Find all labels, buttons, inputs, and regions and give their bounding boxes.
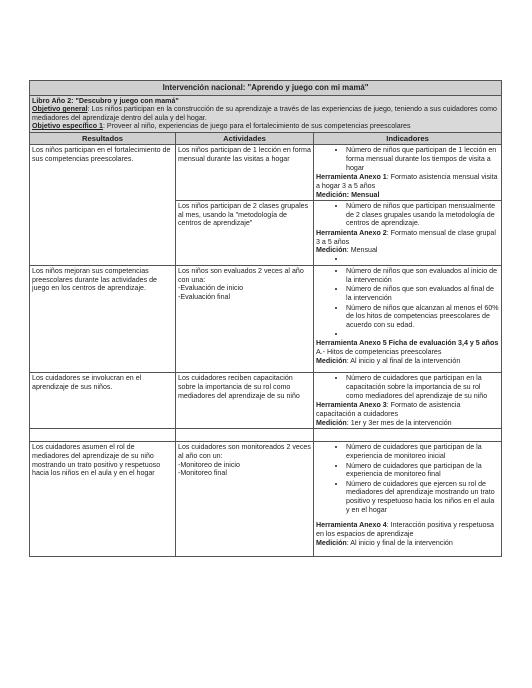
indicator-bullet: • Número de cuidadores que participan de la experiencia de monitoreo inicial	[346, 443, 499, 460]
empty-bullet	[346, 330, 499, 338]
spacer-row	[30, 429, 502, 442]
indicator-cell	[314, 145, 502, 201]
table-row	[30, 442, 502, 557]
spacer-cell	[176, 429, 314, 442]
tool-line	[316, 401, 499, 418]
book-title: Libro Año 2: "Descubro y juego con mamá"	[32, 96, 179, 105]
tool-text: : Formato de asistencia capacitación a cuidadores	[316, 401, 461, 418]
indicator-bullet: • Número de cuidadores que participan de la experiencia de monitoreo final	[346, 462, 499, 479]
measurement-label: Medición	[316, 246, 347, 255]
document-title: Intervención nacional: "Aprendo y juego con mi mamá"	[30, 81, 502, 96]
activity-line: -Monitoreo de inicio	[178, 460, 240, 469]
indicator-bullet: • Número de niños que alcanzan al menos el 60% de los hitos de competencias preescolares de acuerdo con su edad.	[346, 304, 499, 330]
measurement-text: : Al inicio y al final de la intervención	[346, 356, 461, 365]
general-objective-text: : Los niños participan en la construcción de su aprendizaje a través de las experiencias de juego, teniendo a sus cuidadores como mediadores del aprendizaje dentro del aula y del hogar.	[32, 105, 497, 122]
activity-cell	[176, 442, 314, 557]
intervention-document	[29, 80, 501, 557]
result-cell: Los niños mejoran sus competencias preescolares durante las actividades de juego en los centros de aprendizaje.	[30, 266, 176, 373]
tool-label: Herramienta Anexo 2	[316, 229, 387, 238]
column-header-row	[30, 133, 502, 145]
indicator-cell	[314, 373, 502, 429]
activity-line: -Evaluación de inicio	[178, 284, 244, 293]
tool-label: Herramienta Anexo 4	[316, 521, 387, 530]
activity-line: -Evaluación final	[178, 292, 231, 301]
general-objective-label: Objetivo general	[32, 105, 88, 114]
result-cell: Los niños participan en el fortalecimiento de sus competencias preescolares.	[30, 145, 176, 266]
spacer-cell	[30, 429, 176, 442]
measurement-line	[316, 419, 499, 428]
result-cell: Los cuidadores se involucran en el aprendizaje de sus niños.	[30, 373, 176, 429]
title-row	[30, 81, 502, 96]
specific-objective-text: : Proveer al niño, experiencias de juego para el fortalecimiento de sus competencias preescolares	[102, 122, 411, 131]
measurement-line	[316, 539, 499, 548]
tool-line: Herramienta Anexo 5 Ficha de evaluación 3,4 y 5 años	[316, 339, 499, 348]
measurement-label: Medición	[316, 538, 347, 547]
measurement-line	[316, 357, 499, 366]
table-row	[30, 373, 502, 429]
indicator-cell	[314, 266, 502, 373]
empty-bullet	[346, 255, 499, 263]
measurement-label: Medición	[316, 356, 347, 365]
tool-subline: A.- Hitos de competencias preescolares	[316, 348, 442, 357]
tool-line	[316, 173, 499, 190]
column-header-resultados: Resultados	[30, 133, 176, 145]
tool-line	[316, 521, 499, 538]
indicator-bullet: • Número de niños que son evaluados al final de la intervención	[346, 285, 499, 302]
indicator-bullet: • Número de cuidadores que ejercen su rol de mediadores del aprendizaje mostrando un trato positivo y respetuoso hacia los niños en el aula y en el hogar	[346, 480, 499, 515]
measurement-label: Medición	[316, 418, 347, 427]
intervention-table	[29, 80, 502, 557]
indicator-bullet: • Número de niños que son evaluados al inicio de la intervención	[346, 267, 499, 284]
activity-cell: Los niños participan de 2 clases grupales al mes, usando la "metodología de centros de aprendizaje"	[176, 201, 314, 266]
indicator-cell	[314, 201, 502, 266]
tool-line	[316, 229, 499, 246]
objectives-row	[30, 95, 502, 133]
table-row	[30, 266, 502, 373]
indicator-bullet: • Número de niños que participan mensualmente de 2 clases grupales usando la metodología de centros de aprendizaje.	[346, 202, 499, 228]
measurement-line: Medición: Mensual	[316, 190, 380, 199]
column-header-actividades: Actividades	[176, 133, 314, 145]
specific-objective-label: Objetivo específico 1	[32, 122, 103, 131]
general-objective	[32, 105, 499, 122]
measurement-text: : 1er y 3er mes de la intervención	[346, 418, 452, 427]
spacer-cell	[314, 429, 502, 442]
indicator-bullet: • Número de cuidadores que participan en la capacitación sobre la importancia de su rol como mediadores del aprendizaje de su niño	[346, 374, 499, 400]
measurement-text: : Mensual	[346, 246, 378, 255]
indicator-cell	[314, 442, 502, 557]
activity-line: Los cuidadores son monitoreados 2 veces al año con un:	[178, 443, 311, 460]
activity-cell: Los cuidadores reciben capacitación sobre la importancia de su rol como mediadores del aprendizaje de su niño	[176, 373, 314, 429]
tool-text: : Interacción positiva y respetuosa en los espacios de aprendizaje	[316, 521, 494, 539]
tool-label: Herramienta Anexo 1	[316, 173, 387, 182]
tool-label: Herramienta Anexo 3	[316, 401, 387, 410]
specific-objective	[32, 122, 499, 131]
column-header-indicadores: Indicadores	[314, 133, 502, 145]
objectives-cell	[30, 95, 502, 133]
measurement-text: : Al inicio y final de la intervención	[346, 538, 453, 547]
activity-line: Los niños son evaluados 2 veces al año con una:	[178, 267, 304, 284]
activity-cell: Los niños participan de 1 lección en forma mensual durante las visitas a hogar	[176, 145, 314, 201]
activity-line: -Monitoreo final	[178, 469, 227, 478]
tool-text: : Formato mensual de clase grupal 3 a 5 años	[316, 229, 496, 246]
result-cell: Los cuidadores asumen el rol de mediadores del aprendizaje de su niño mostrando un trato positivo y respetuoso hacia los niños en el aula y en el hogar	[30, 442, 176, 557]
indicator-bullet: • Número de niños que participan de 1 lección en forma mensual durante los tiempos de visita a hogar	[346, 146, 499, 172]
table-row	[30, 145, 502, 201]
tool-text: : Formato asistencia mensual visita a hogar 3 a 5 años	[316, 173, 498, 190]
measurement-line	[316, 246, 499, 255]
activity-cell	[176, 266, 314, 373]
